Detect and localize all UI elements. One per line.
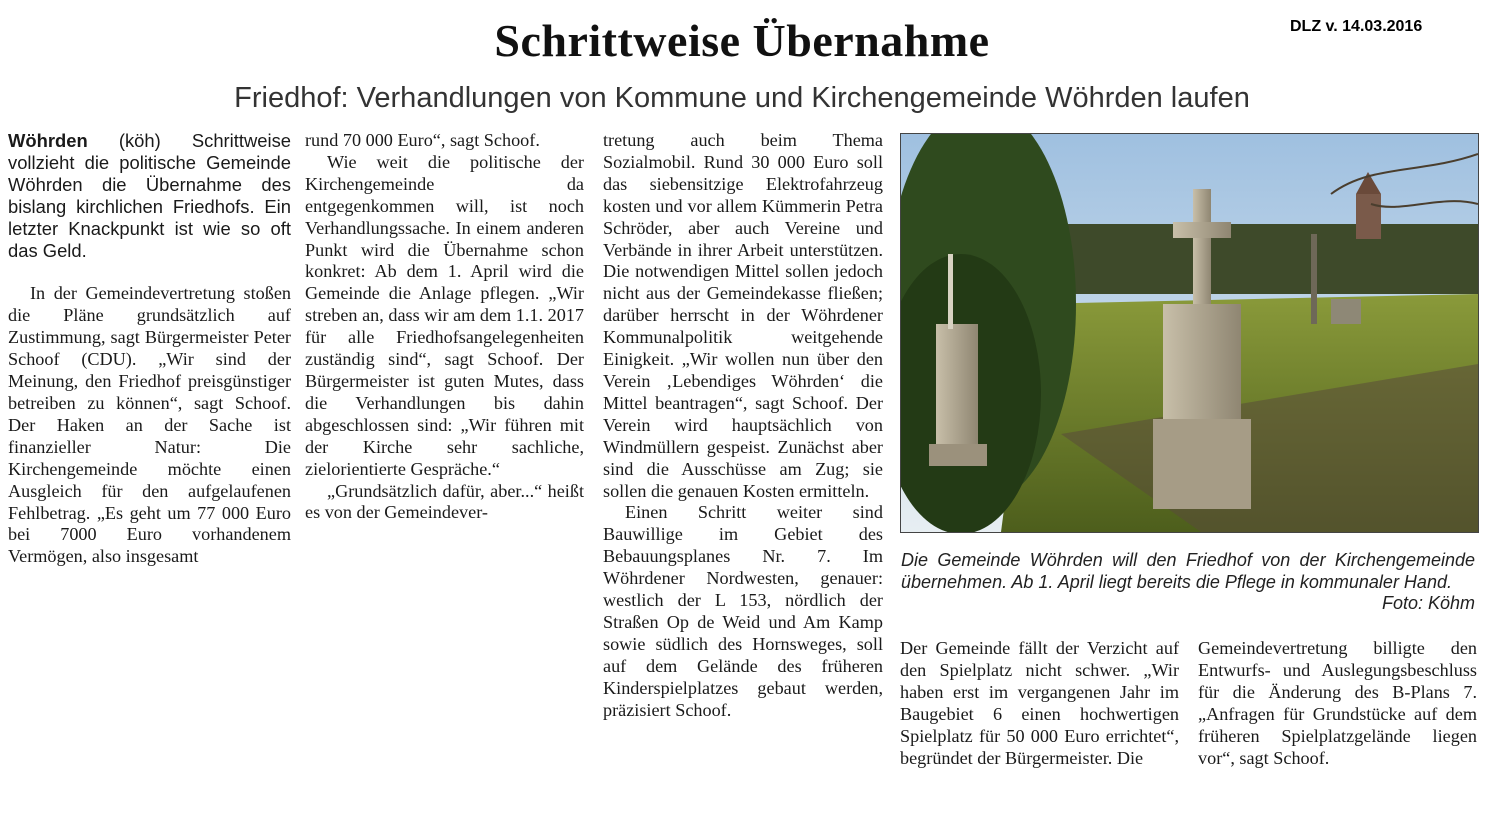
paragraph: Gemeindevertretung billigte den Entwurfs- und Auslegungsbeschluss für die Änderung des B-Plans 7. „Anfragen für Grundstücke auf dem früheren Spielplatzgelände liegen vor“, sagt Schoof. xyxy=(1198,638,1477,768)
headline: Schrittweise Übernahme xyxy=(494,15,990,66)
source-line: DLZ v. 14.03.2016 xyxy=(1290,18,1423,35)
paragraph: rund 70 000 Euro“, sagt Schoof. xyxy=(305,130,540,150)
paragraph: Wie weit die politische der Kirchengemeinde da entgegenkommen will, ist noch Verhandlungssache. In einem anderen Punkt wird die Übernahme schon konkret: Ab dem 1. April wird die Gemeinde die Anlage pflegen. „Wir streben an, dass wir am dem 1.1. 2017 für alle Friedhofsangelegenheiten zuständig sind“, sagt Schoof. Der Bürgermeister ist guten Mutes, dass die Verhandlungen bis dahin abgeschlossen sind: „Wir führen mit der Kirche sehr sachliche, zielorientierte Gespräche.“ xyxy=(305,151,584,479)
caption-text: Die Gemeinde Wöhrden will den Friedhof von der Kirchengemeinde übernehmen. Ab 1. April liegt bereits die Pflege in kommunaler Hand. xyxy=(901,550,1475,592)
article-column-4 xyxy=(900,638,1179,769)
lead-place: Wöhrden xyxy=(8,130,88,151)
lead-text: (köh) Schrittweise vollzieht die politische Gemeinde Wöhrden die Übernahme des bislang kirchlichen Friedhofs. Ein letzter Knackpunkt ist wie so oft das Geld. xyxy=(8,130,291,261)
article-column-2 xyxy=(305,130,584,524)
paragraph: „Grundsätzlich dafür, aber...“ heißt es von der Gemeindever- xyxy=(305,480,584,523)
photo-credit: Foto: Köhm xyxy=(1381,593,1475,613)
paragraph: Der Gemeinde fällt der Verzicht auf den Spielplatz nicht schwer. „Wir haben erst im vergangenen Jahr im Baugebiet 6 einen hochwertigen Spielplatz für 50 000 Euro errichtet“, begründet der Bürgermeister. Die xyxy=(900,638,1179,768)
paragraph: Einen Schritt weiter sind Bauwillige im Gebiet des Bebauungsplanes Nr. 7. Im Wöhrdener Nordwesten, genauer: westlich der L 153, nördlich der Straßen Op de Weid und Am Kamp sowie südlich des Hornsweges, soll auf dem Gelände des früheren Kinderspielplatzes gebaut werden, präzisiert Schoof. xyxy=(603,502,883,720)
photo-caption xyxy=(901,550,1475,615)
article-column-5 xyxy=(1198,638,1477,769)
article-column-1 xyxy=(8,130,291,568)
cemetery-photo xyxy=(900,133,1479,533)
article-column-3 xyxy=(603,130,883,721)
subheadline: Friedhof: Verhandlungen von Kommune und Kirchengemeinde Wöhrden laufen xyxy=(234,82,1250,114)
paragraph: In der Gemeindevertretung stoßen die Pläne grundsätzlich auf Zustimmung, sagt Bürgermeister Peter Schoof (CDU). „Wir sind der Meinung, den Friedhof preisgünstiger betreiben zu können“, sagt Schoof. Der Haken an der Sache ist finanzieller Natur: Die Kirchengemeinde möchte einen Ausgleich für den aufgelaufenen Fehlbetrag. „Es geht um 77 000 Euro bei 7000 Euro vorhandenem Vermögen, also insgesamt xyxy=(8,283,291,567)
paragraph: tretung auch beim Thema Sozialmobil. Rund 30 000 Euro soll das siebensitzige Elektrofahrzeug kosten und vor allem Kümmerin Petra Schröder, aber auch Vereine und Verbände in ihrer Arbeit unterstützen. Die notwendigen Mittel sollen jedoch nicht aus der Gemeindekasse fließen; darüber herrscht in der Wöhrdener Kommunalpolitik weitgehende Einigkeit. „Wir wollen nun über den Verein ‚Lebendiges Wöhrden‘ die Mittel beantragen“, sagt Schoof. Der Verein wird hauptsächlich von Windmüllern gespeist. Zunächst aber sind die Ausschüsse am Zug; sie sollen die genauen Kosten ermitteln. xyxy=(603,130,883,501)
lead-paragraph xyxy=(8,130,291,261)
